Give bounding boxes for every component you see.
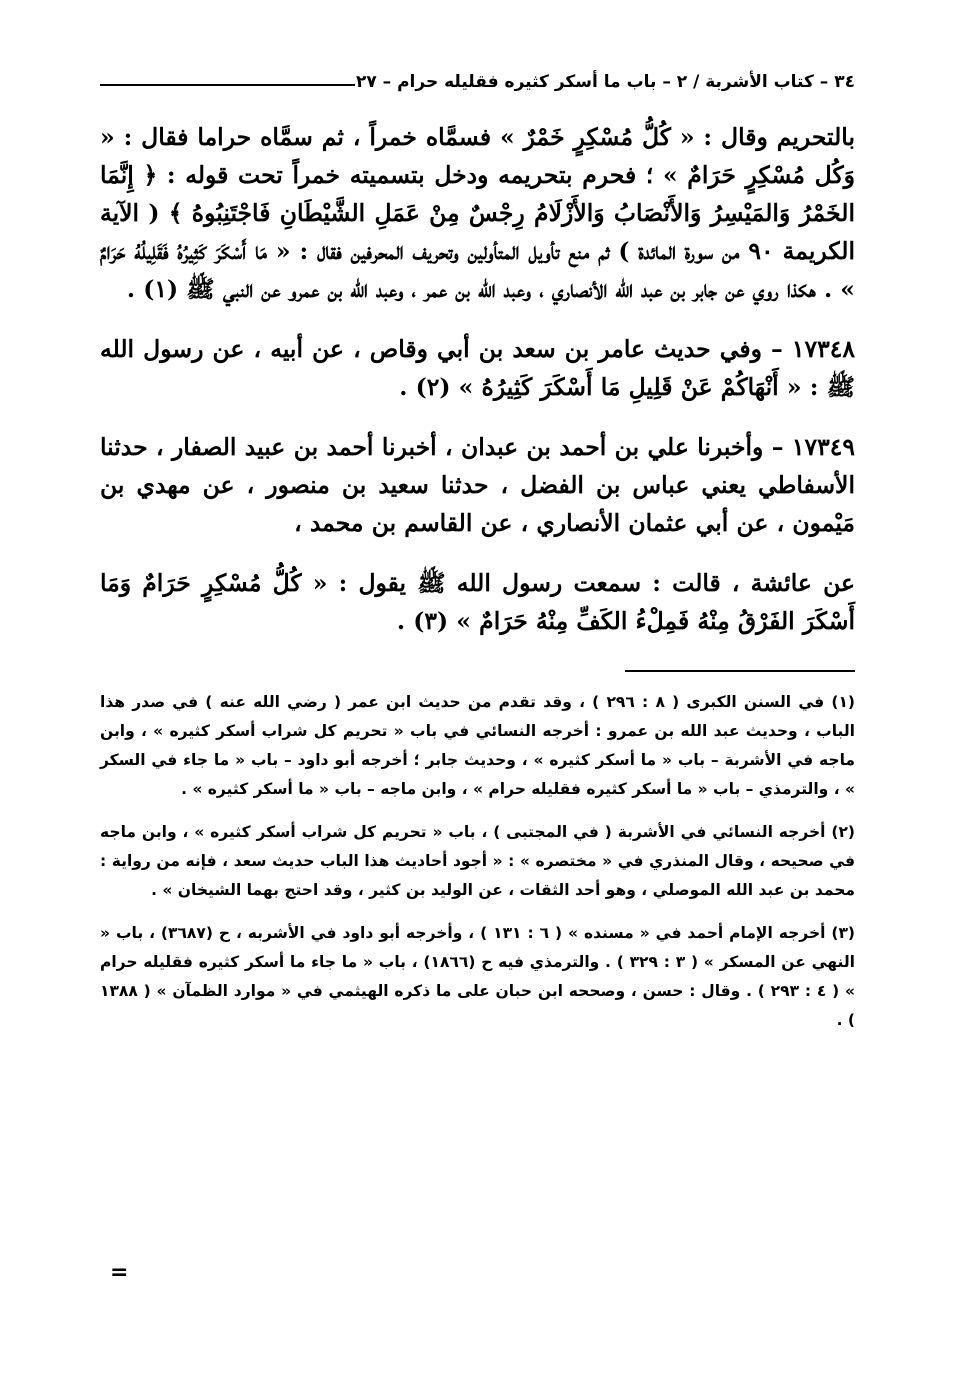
continuation-mark: = [110, 1260, 129, 1285]
book-page [100, 62, 855, 1049]
paragraph-hadith-17349: ١٧٣٤٩ – وأخبرنا علي بن أحمد بن عبدان ، أخبرنا أحمد بن عبيد الصفار ، حدثنا الأسفاطي يعني عباس بن الفضل ، حدثنا سعيد بن منصور ، عن مهدي بن مَيْمون ، عن أبي عثمان الأنصاري ، عن القاسم بن محمد ، [100, 433, 855, 537]
main-text [100, 118, 855, 640]
running-header [100, 62, 855, 102]
running-title: ٣٤ – كتاب الأشربة / ٢ – باب ما أسكر كثيره فقليله حرام – ٢٧ [355, 72, 855, 92]
header-rule [100, 84, 355, 86]
paragraph-aisha-narration: عن عائشة ، قالت : سمعت رسول الله ﷺ يقول : « كُلُّ مُسْكِرٍ حَرَامٌ وَمَا أَسْكَرَ الفَرْقُ مِنْهُ فَمِلْءُ الكَفِّ مِنْهُ حَرَامٌ » (٣) . [100, 569, 855, 635]
paragraph-hadith-17348: ١٧٣٤٨ – وفي حديث عامر بن سعد بن أبي وقاص ، عن أبيه ، عن رسول الله ﷺ : « أَنْهَاكُمْ عَنْ قَلِيلِ مَا أَسْكَرَ كَثِيرُهُ » (٢) . [100, 335, 855, 401]
footnote-1: (١) في السنن الكبرى ( ٨ : ٢٩٦ ) ، وقد تقدم من حديث ابن عمر ( رضي الله عنه ) في صدر هذا الباب ، وحديث عبد الله بن عمرو : أخرجه النسائي في باب « تحريم كل شراب أسكر كثيره » ، وابن ماجه في الأشربة – باب « ما أسكر كثيره » ، وحديث جابر ؛ أخرجه أبو داود – باب « ما جاء في السكر » ، والترمذي – باب « ما أسكر كثيره فقليله حرام » ، وابن ماجه – باب « ما أسكر كثيره » . [100, 693, 855, 798]
footnote-separator [625, 670, 855, 672]
paragraph-intro: بالتحريم وقال : « كُلُّ مُسْكِرٍ خَمْرٌ » فسمَّاه خمراً ، ثم سمَّاه حراما فقال : « وَكُل مُسْكِرٍ حَرَامٌ » ؛ فحرم بتحريمه ودخل بتسميته خمراً تحت قوله : ﴿ إِنَّمَا الخَمْرُ وَالمَيْسِرُ وَالأَنْصَابُ وَالأَزْلَامُ رِجْسٌ مِنْ عَمَلِ الشَّيْطَانِ فَاجْتَنِبُوهُ ﴾ ( الآية الكريمة ٩٠ من سورة المائدة ) ثم منع تأويل المتأولين وتحريف المحرفين فقال : « مَا أَسْكَرَ كَثِيرُهُ فَقَلِيلُهُ حَرَامٌ » . هكذا روي عن جابر بن عبد الله الأنصاري ، وعبد الله بن عمر ، وعبد الله بن عمرو عن النبي ﷺ (١) . [100, 123, 855, 303]
footnote-3: (٣) أخرجه الإمام أحمد في « مسنده » ( ٦ : ١٣١ ) ، وأخرجه أبو داود في الأشربه ، ح (٣٦٨٧) ، باب « النهي عن المسكر » ( ٣ : ٣٢٩ ) . والترمذي فيه ح (١٨٦٦) ، باب « ما جاء ما أسكر كثيره فقليله حرام » ( ٤ : ٢٩٣ ) . وقال : حسن ، وصححه ابن حبان على ما ذكره الهيثمي في « موارد الظمآن » ( ١٣٨٨ ) . [100, 924, 856, 1029]
footnotes [100, 688, 855, 1035]
footnote-2: (٢) أخرجه النسائي في الأشربة ( في المجتبى ) ، باب « تحريم كل شراب أسكر كثيره » ، وابن ماجه في صحيحه ، وقال المنذري في « مختصره » : « أجود أحاديث هذا الباب حديث سعد ، فإنه من رواية : محمد بن عبد الله الموصلي ، وهو أحد الثقات ، عن الوليد بن كثير ، وقد احتج بهما الشيخان » . [100, 823, 855, 899]
